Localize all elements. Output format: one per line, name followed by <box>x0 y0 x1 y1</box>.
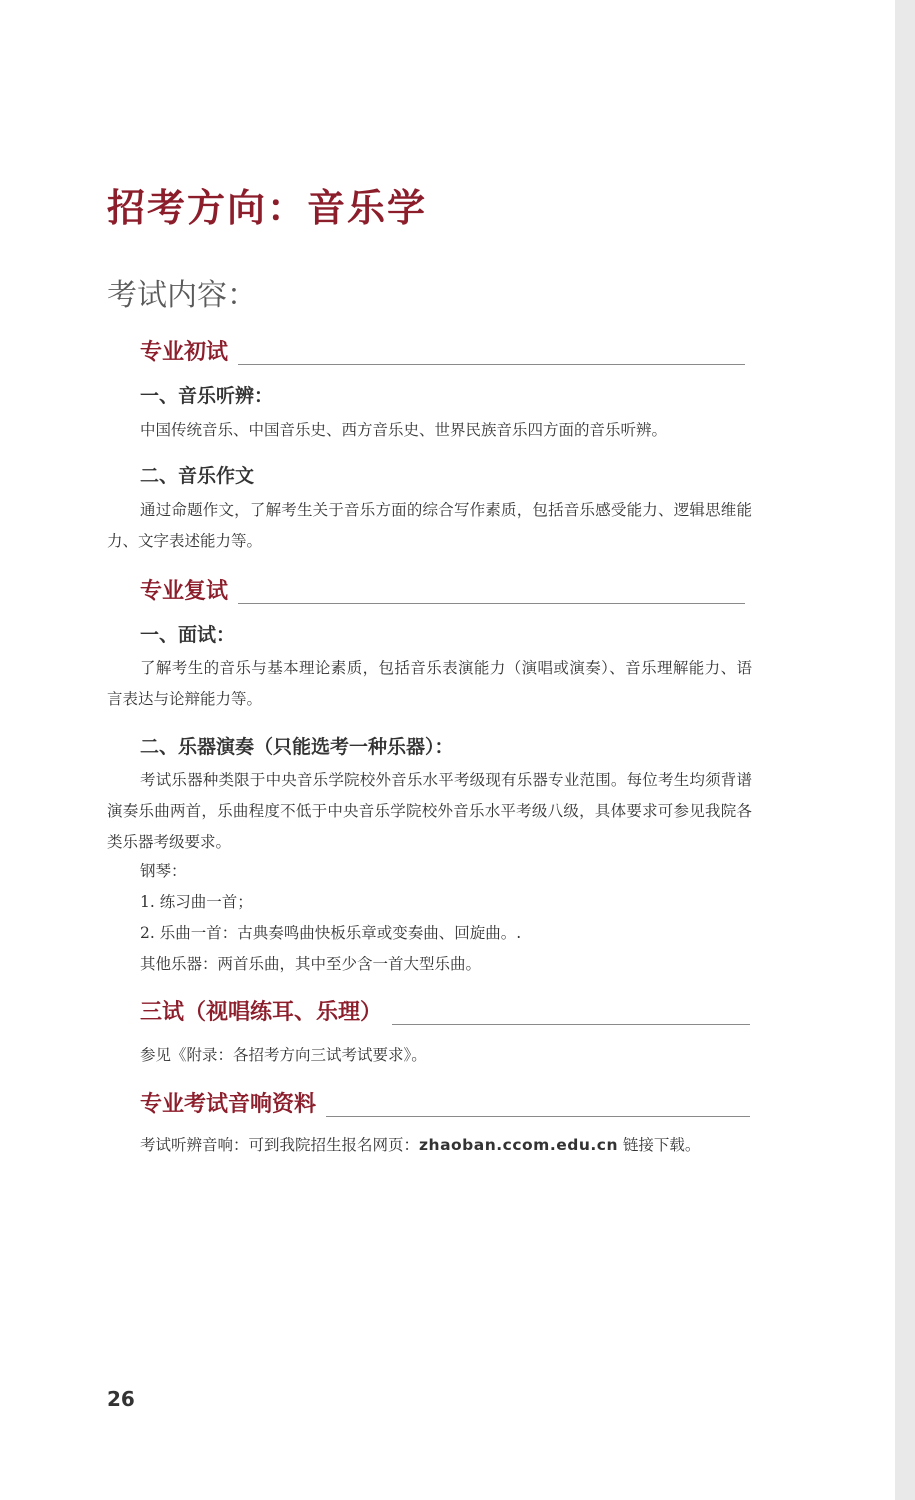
music-essay-text: 通过命题作文，了解考生关于音乐方面的综合写作素质，包括音乐感受能力、逻辑思维能力、文字表述能力等。 <box>107 501 752 550</box>
interview-heading: 一、面试： <box>140 624 236 646</box>
piano-label: 钢琴： <box>140 862 187 880</box>
third-exam-text: 参见《附录：各招考方向三试考试要求》。 <box>140 1046 427 1064</box>
page-title: 招考方向：音乐学 <box>107 186 428 230</box>
page-number: 26 <box>107 1387 135 1411</box>
instrument-performance-heading: 二、乐器演奏（只能选考一种乐器）： <box>140 736 454 758</box>
section-third-exam-header <box>140 998 750 1028</box>
page-edge-shadow <box>895 0 915 1500</box>
exam-content-label: 考试内容： <box>107 278 257 313</box>
section-third-exam-title: 三试（视唱练耳、乐理） <box>140 1000 383 1025</box>
section-divider-rule <box>326 1116 750 1117</box>
section-divider-rule <box>392 1024 750 1025</box>
other-instruments-text: 其他乐器：两首乐曲，其中至少含一首大型乐曲。 <box>140 955 482 973</box>
music-listening-heading: 一、音乐听辨： <box>140 385 274 407</box>
music-listening-text: 中国传统音乐、中国音乐史、西方音乐史、世界民族音乐四方面的音乐听辨。 <box>140 421 668 439</box>
section-audio-materials-header <box>140 1090 750 1120</box>
section-divider-rule <box>238 603 745 604</box>
interview-text: 了解考生的音乐与基本理论素质，包括音乐表演能力（演唱或演奏）、音乐理解能力、语言表达与论辩能力等。 <box>107 659 752 708</box>
section-divider-rule <box>238 364 745 365</box>
admissions-url-link[interactable]: zhaoban.ccom.edu.cn <box>419 1136 618 1154</box>
piano-item-piece: 2. 乐曲一首：古典奏鸣曲快板乐章或变奏曲、回旋曲。. <box>140 924 522 942</box>
music-essay-heading: 二、音乐作文 <box>140 465 255 487</box>
section-first-exam-header <box>140 338 745 368</box>
piano-item-etude: 1. 练习曲一首； <box>140 893 253 911</box>
audio-materials-text <box>107 1130 752 1161</box>
section-first-exam-title: 专业初试 <box>140 340 229 365</box>
audio-text-before: 考试听辨音响：可到我院招生报名网页： <box>140 1136 420 1154</box>
audio-text-after: 链接下载。 <box>617 1136 701 1154</box>
section-second-exam-header <box>140 577 745 607</box>
section-audio-materials-title: 专业考试音响资料 <box>140 1092 317 1117</box>
instrument-performance-text: 考试乐器种类限于中央音乐学院校外音乐水平考级现有乐器专业范围。每位考生均须背谱演奏乐曲两首，乐曲程度不低于中央音乐学院校外音乐水平考级八级，具体要求可参见我院各类乐器考级要求。 <box>107 771 752 851</box>
section-second-exam-title: 专业复试 <box>140 579 229 604</box>
